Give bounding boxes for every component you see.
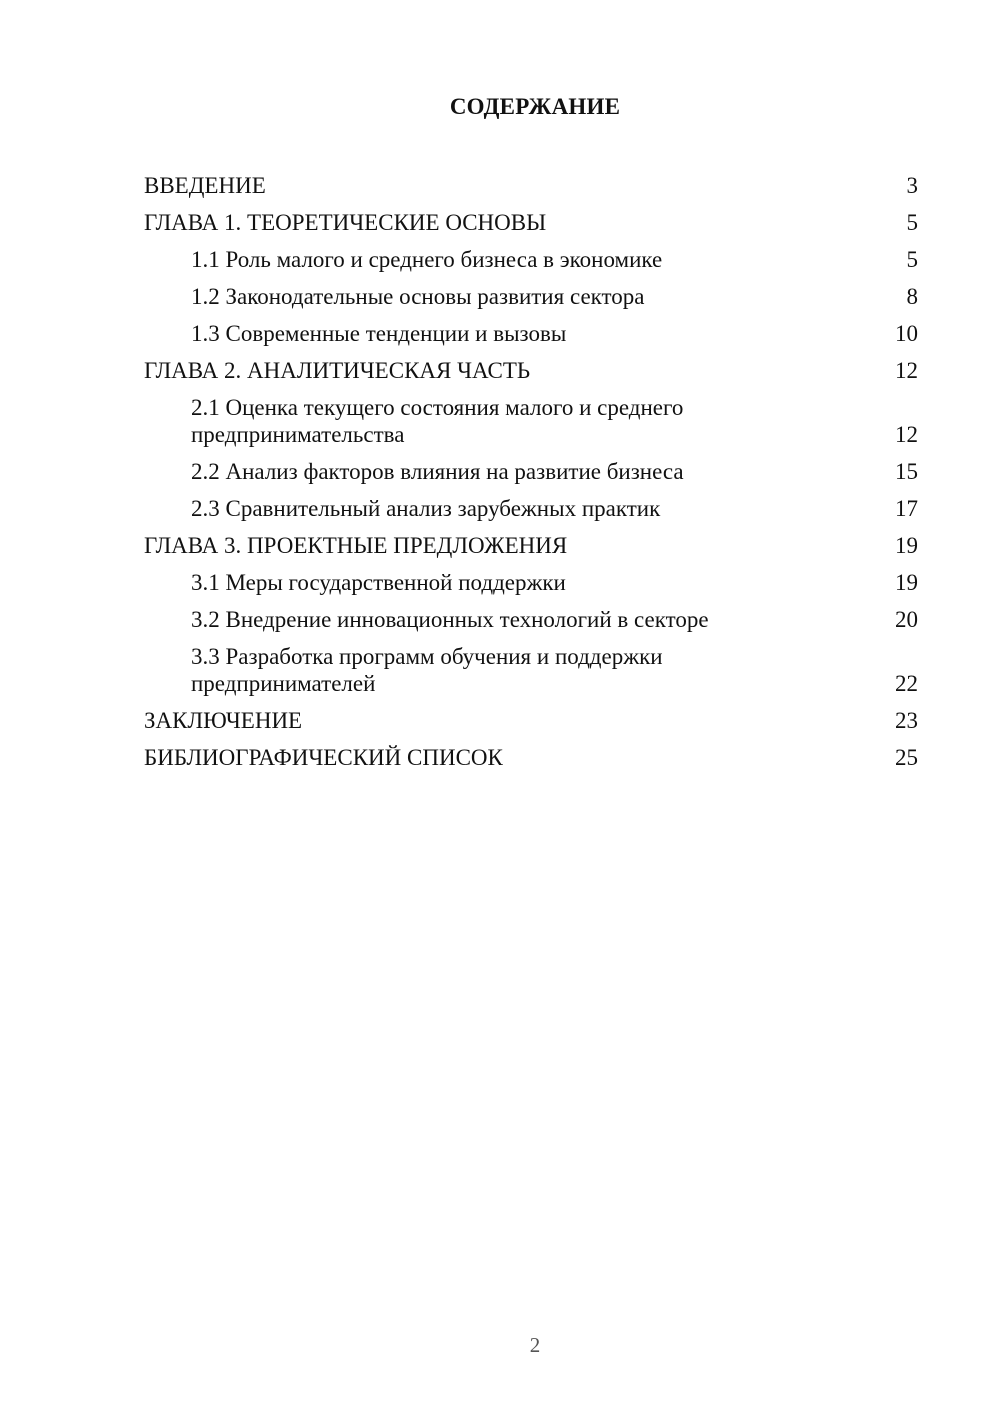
toc-entry-title: 1.1 Роль малого и среднего бизнеса в экономике [191, 247, 663, 272]
toc-entry-section-2-2[interactable] [144, 453, 918, 490]
toc-entry-introduction[interactable] [144, 167, 918, 204]
toc-entry-chapter-3[interactable] [144, 527, 918, 564]
toc-entry-conclusion[interactable] [144, 702, 918, 739]
toc-entry-page: 17 [895, 496, 918, 521]
toc-entry-title: 2.2 Анализ факторов влияния на развитие бизнеса [191, 459, 684, 484]
toc-entry-title: 2.3 Сравнительный анализ зарубежных практик [191, 496, 661, 521]
toc-entry-page: 15 [895, 459, 918, 484]
toc-entry-page: 25 [895, 745, 918, 770]
toc-entry-title: ВВЕДЕНИЕ [144, 173, 266, 198]
toc-entry-section-1-2[interactable] [144, 278, 918, 315]
toc-entry-page: 12 [895, 422, 918, 447]
toc-entry-page: 10 [895, 321, 918, 346]
toc-entry-page: 5 [906, 210, 918, 235]
toc-entry-title: ГЛАВА 3. ПРОЕКТНЫЕ ПРЕДЛОЖЕНИЯ [144, 533, 568, 558]
toc-entry-section-3-1[interactable] [144, 564, 918, 601]
toc-entry-page: 3 [906, 173, 918, 198]
toc-entry-section-2-3[interactable] [144, 490, 918, 527]
toc-entry-page: 22 [895, 671, 918, 696]
toc-entry-bibliography[interactable] [144, 739, 918, 776]
page-title: СОДЕРЖАНИЕ [449, 94, 621, 119]
toc-entry-page: 23 [895, 708, 918, 733]
toc-entry-title: 3.1 Меры государственной поддержки [191, 570, 566, 595]
toc-entry-section-2-1[interactable] [144, 389, 918, 453]
toc-entry-page: 5 [906, 247, 918, 272]
toc-entry-title: 2.1 Оценка текущего состояния малого и среднего предпринимательства [191, 395, 684, 447]
toc-entry-title: 1.3 Современные тенденции и вызовы [191, 321, 567, 346]
toc-entry-title: ГЛАВА 2. АНАЛИТИЧЕСКАЯ ЧАСТЬ [144, 358, 531, 383]
page-number: 2 [529, 1333, 541, 1357]
toc-entry-page: 19 [895, 533, 918, 558]
toc-entry-chapter-1[interactable] [144, 204, 918, 241]
toc-entry-title: ГЛАВА 1. ТЕОРЕТИЧЕСКИЕ ОСНОВЫ [144, 210, 547, 235]
toc-entry-title: БИБЛИОГРАФИЧЕСКИЙ СПИСОК [144, 745, 503, 770]
toc-entry-section-3-3[interactable] [144, 638, 918, 702]
toc-entry-title: 3.3 Разработка программ обучения и поддержки предпринимателей [191, 644, 663, 696]
toc-entry-section-1-3[interactable] [144, 315, 918, 352]
toc-entry-title: 1.2 Законодательные основы развития сектора [191, 284, 645, 309]
toc-entry-page: 19 [895, 570, 918, 595]
table-of-contents [144, 167, 918, 776]
toc-entry-chapter-2[interactable] [144, 352, 918, 389]
toc-entry-section-3-2[interactable] [144, 601, 918, 638]
toc-entry-title: 3.2 Внедрение инновационных технологий в секторе [191, 607, 709, 632]
toc-entry-title: ЗАКЛЮЧЕНИЕ [144, 708, 303, 733]
toc-entry-section-1-1[interactable] [144, 241, 918, 278]
toc-entry-page: 8 [906, 284, 918, 309]
toc-entry-page: 20 [895, 607, 918, 632]
toc-entry-page: 12 [895, 358, 918, 383]
